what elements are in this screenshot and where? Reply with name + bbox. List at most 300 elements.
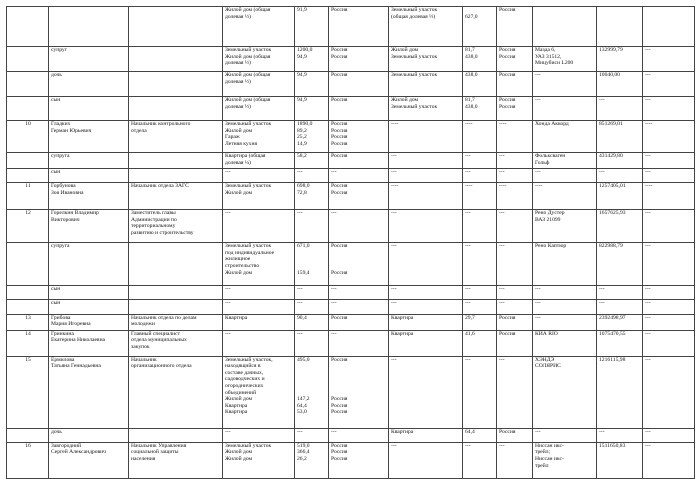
- cell-line: территориальному: [131, 223, 176, 230]
- owned-country-cell: [329, 300, 389, 314]
- deals-cell: [643, 330, 695, 356]
- cell-line: [9, 128, 47, 135]
- row-number-cell: [7, 47, 49, 72]
- used-property-type-cell: [389, 314, 463, 330]
- cell-line: Россия: [331, 121, 348, 127]
- income-cell: [597, 72, 643, 97]
- cell-line: [9, 54, 47, 61]
- name-cell: [49, 330, 129, 356]
- cell-line: Россия: [499, 72, 516, 78]
- cell-line: 159,4: [297, 269, 310, 276]
- name-cell: [49, 210, 129, 243]
- cell-line: ---: [645, 286, 651, 293]
- cell-line: СОЛЯРИС: [535, 363, 561, 370]
- owned-area-cell: [295, 183, 329, 210]
- cell-line: трейл;: [535, 449, 551, 456]
- cell-line: [465, 7, 495, 14]
- used-area-cell: [463, 210, 497, 243]
- cell-line: ---: [499, 442, 505, 449]
- cell-line: Жилой дом (общая: [225, 97, 271, 103]
- position-cell: [129, 72, 223, 97]
- cell-line: ----: [645, 183, 653, 190]
- cell-line: Россия: [499, 428, 516, 435]
- cell-line: [331, 383, 387, 390]
- cell-line: 90,4: [297, 314, 307, 321]
- cell-line: Горбунова: [51, 183, 76, 190]
- cell-line: Россия: [499, 47, 516, 53]
- position-cell: [129, 121, 223, 153]
- cell-line: строительство: [225, 262, 260, 269]
- cell-line: [9, 160, 47, 167]
- cell-line: супруг: [51, 47, 68, 53]
- cell-line: Квартира: [391, 428, 414, 435]
- owned-country-cell: [329, 7, 389, 47]
- vehicles-cell: [533, 442, 597, 478]
- owned-country-cell: [329, 286, 389, 300]
- cell-line: Земельный участок: [391, 53, 438, 60]
- cell-line: ---: [465, 243, 471, 250]
- vehicles-cell: [533, 97, 597, 121]
- row-number-cell: [7, 72, 49, 97]
- cell-line: 94,9: [297, 97, 307, 103]
- cell-line: 29,7: [465, 314, 475, 321]
- deals-cell: [643, 121, 695, 153]
- name-cell: [49, 428, 129, 442]
- cell-line: ---: [499, 210, 505, 217]
- cell-line: (общая долевая ½): [391, 13, 436, 20]
- name-cell: [49, 243, 129, 286]
- cell-line: Татьяна Геннадьевна: [51, 363, 101, 370]
- cell-line: Рено Каптюр: [535, 243, 567, 250]
- cell-line: ----: [391, 183, 399, 190]
- cell-line: Россия: [331, 455, 348, 462]
- table-row: [7, 97, 695, 121]
- owned-area-cell: [295, 300, 329, 314]
- cell-line: Россия: [331, 356, 348, 363]
- row-number-cell: [7, 153, 49, 169]
- used-country-cell: [497, 356, 533, 428]
- row-number-cell: [7, 121, 49, 153]
- cell-line: ---: [331, 428, 337, 435]
- owned-property-type-cell: [223, 121, 295, 153]
- cell-line: Хонда Аккорд: [535, 121, 569, 127]
- name-cell: [49, 7, 129, 47]
- cell-line: Земельный участок: [225, 243, 272, 250]
- cell-line: супруга: [51, 153, 70, 159]
- cell-line: [9, 243, 47, 250]
- vehicles-cell: [533, 169, 597, 183]
- cell-line: населения: [131, 455, 156, 462]
- used-area-cell: [463, 153, 497, 169]
- cell-line: ---: [465, 210, 471, 217]
- income-cell: [597, 153, 643, 169]
- deals-cell: [643, 72, 695, 97]
- cell-line: ---: [465, 286, 471, 293]
- cell-line: Россия: [331, 7, 348, 13]
- position-cell: [129, 183, 223, 210]
- cell-line: ---: [297, 286, 303, 293]
- cell-line: Викторович: [51, 216, 80, 223]
- cell-line: 72,8: [297, 189, 307, 196]
- cell-line: Россия: [331, 53, 348, 60]
- vehicles-cell: [533, 153, 597, 169]
- cell-line: ---: [297, 210, 303, 217]
- cell-line: Земельный участок: [391, 72, 438, 78]
- vehicles-cell: [533, 210, 597, 243]
- name-cell: [49, 72, 129, 97]
- cell-line: 15: [25, 356, 31, 363]
- cell-line: долевая ½): [225, 60, 251, 67]
- table-row: [7, 7, 695, 47]
- cell-line: Мария Игоревна: [51, 321, 91, 328]
- used-property-type-cell: [389, 97, 463, 121]
- cell-line: Герман Юрьевич: [51, 127, 92, 134]
- owned-property-type-cell: [223, 330, 295, 356]
- row-number-cell: [7, 183, 49, 210]
- document-page: [6, 6, 694, 469]
- owned-property-type-cell: [223, 169, 295, 183]
- cell-line: Гараж: [225, 134, 240, 141]
- cell-line: ----: [465, 121, 473, 127]
- cell-line: ----: [391, 121, 399, 127]
- owned-area-cell: [295, 356, 329, 428]
- cell-line: 25,2: [297, 134, 307, 141]
- cell-line: Летняя кухня: [225, 140, 258, 147]
- vehicles-cell: [533, 183, 597, 210]
- position-cell: [129, 286, 223, 300]
- used-area-cell: [463, 330, 497, 356]
- used-country-cell: [497, 442, 533, 478]
- cell-line: [297, 390, 327, 397]
- used-country-cell: [497, 153, 533, 169]
- cell-line: Начальник отдела по делам: [131, 314, 197, 321]
- cell-line: [297, 370, 327, 377]
- cell-line: Россия: [331, 183, 348, 190]
- used-area-cell: [463, 183, 497, 210]
- cell-line: ---: [331, 330, 337, 337]
- owned-property-type-cell: [223, 428, 295, 442]
- cell-line: ---: [465, 169, 471, 175]
- used-property-type-cell: [389, 300, 463, 314]
- vehicles-cell: [533, 330, 597, 356]
- cell-line: КИА RIO: [535, 330, 558, 337]
- cell-line: трейл: [535, 462, 549, 469]
- used-country-cell: [497, 47, 533, 72]
- cell-line: 1257405,01: [599, 183, 626, 190]
- position-cell: [129, 7, 223, 47]
- cell-line: закупок: [131, 343, 150, 350]
- cell-line: 1216115,98: [599, 356, 626, 363]
- cell-line: ---: [645, 330, 651, 337]
- row-number-cell: [7, 356, 49, 428]
- cell-line: Главный специалист: [131, 330, 181, 337]
- cell-line: [9, 104, 47, 111]
- cell-line: [9, 169, 47, 176]
- cell-line: Жилой дом: [391, 97, 419, 103]
- deals-cell: [643, 210, 695, 243]
- owned-area-cell: [295, 72, 329, 97]
- cell-line: Россия: [331, 449, 348, 456]
- cell-line: 1075470,55: [599, 330, 626, 337]
- position-cell: [129, 169, 223, 183]
- used-country-cell: [497, 169, 533, 183]
- position-cell: [129, 314, 223, 330]
- used-area-cell: [463, 47, 497, 72]
- name-cell: [49, 356, 129, 428]
- cell-line: объединений: [225, 389, 257, 396]
- cell-line: 495,0: [297, 356, 310, 363]
- cell-line: 822988,79: [599, 243, 623, 250]
- cell-line: ---: [465, 356, 471, 363]
- owned-property-type-cell: [223, 314, 295, 330]
- cell-line: 11: [25, 183, 31, 190]
- cell-line: Земельный участок,: [225, 356, 273, 363]
- used-area-cell: [463, 169, 497, 183]
- cell-line: ---: [599, 428, 605, 435]
- name-cell: [49, 121, 129, 153]
- cell-line: 16: [25, 442, 31, 449]
- cell-line: ----: [499, 183, 507, 190]
- used-area-cell: [463, 428, 497, 442]
- vehicles-cell: [533, 314, 597, 330]
- vehicles-cell: [533, 72, 597, 97]
- income-cell: [597, 121, 643, 153]
- cell-line: находящийся в: [225, 363, 261, 370]
- name-cell: [49, 169, 129, 183]
- cell-line: 851269,01: [599, 121, 623, 127]
- owned-property-type-cell: [223, 7, 295, 47]
- cell-line: 13: [25, 314, 31, 321]
- owned-property-type-cell: [223, 243, 295, 286]
- cell-line: [9, 72, 47, 79]
- used-area-cell: [463, 243, 497, 286]
- owned-area-cell: [295, 121, 329, 153]
- cell-line: Сергей Александрович: [51, 449, 106, 456]
- owned-property-type-cell: [223, 72, 295, 97]
- cell-line: Земельный участок: [225, 442, 272, 449]
- row-number-cell: [7, 330, 49, 356]
- used-country-cell: [497, 97, 533, 121]
- cell-line: 147,2: [297, 396, 310, 403]
- vehicles-cell: [533, 47, 597, 72]
- cell-line: ---: [465, 442, 471, 449]
- cell-line: сын: [51, 169, 61, 175]
- cell-line: Рено Дустер: [535, 210, 565, 217]
- deals-cell: [643, 47, 695, 72]
- position-cell: [129, 210, 223, 243]
- cell-line: ---: [499, 153, 505, 159]
- owned-property-type-cell: [223, 442, 295, 478]
- cell-line: 89,2: [297, 127, 307, 134]
- cell-line: долевая ½): [225, 78, 251, 85]
- position-cell: [129, 153, 223, 169]
- cell-line: ---: [391, 243, 397, 250]
- cell-line: ---: [391, 153, 397, 159]
- vehicles-cell: [533, 121, 597, 153]
- cell-line: Администрации по: [131, 216, 177, 223]
- cell-line: развитию и строительству: [131, 229, 194, 236]
- owned-property-type-cell: [223, 153, 295, 169]
- table-row: [7, 153, 695, 169]
- cell-line: Жилой дом: [225, 269, 253, 276]
- cell-line: ---: [535, 286, 541, 293]
- row-number-cell: [7, 428, 49, 442]
- used-country-cell: [497, 314, 533, 330]
- income-cell: [597, 183, 643, 210]
- cell-line: ---: [331, 286, 337, 293]
- cell-line: Гладких: [51, 121, 71, 127]
- row-number-cell: [7, 243, 49, 286]
- cell-line: 94,9: [297, 53, 307, 60]
- cell-line: [9, 286, 47, 293]
- cell-line: Заместитель главы: [131, 210, 176, 217]
- cell-line: Россия: [331, 140, 348, 147]
- row-number-cell: [7, 7, 49, 47]
- cell-line: огороднических: [225, 382, 264, 389]
- cell-line: Фольксваген: [535, 153, 566, 159]
- cell-line: [9, 435, 47, 442]
- name-cell: [49, 183, 129, 210]
- used-property-type-cell: [389, 286, 463, 300]
- owned-country-cell: [329, 183, 389, 210]
- table-row: [7, 314, 695, 330]
- owned-area-cell: [295, 153, 329, 169]
- cell-line: Земельный участок: [391, 103, 438, 110]
- cell-line: Квартира: [225, 402, 248, 409]
- cell-line: ---: [645, 169, 651, 175]
- cell-line: организационного отдела: [131, 363, 192, 370]
- used-property-type-cell: [389, 330, 463, 356]
- cell-line: Зоя Ивановна: [51, 189, 84, 196]
- cell-line: составе дачных,: [225, 369, 264, 376]
- cell-line: ---: [391, 286, 397, 293]
- cell-line: 64,4: [465, 428, 475, 435]
- cell-line: Россия: [331, 72, 348, 78]
- cell-line: Квартира: [391, 330, 414, 337]
- cell-line: [331, 376, 387, 383]
- cell-line: [9, 429, 47, 436]
- row-number-cell: [7, 286, 49, 300]
- cell-line: 1657625,93: [599, 210, 626, 217]
- cell-line: ---: [645, 428, 651, 435]
- cell-line: [297, 263, 327, 270]
- cell-line: Ниссан икс-: [535, 455, 564, 462]
- cell-line: [9, 153, 47, 160]
- cell-line: [331, 370, 387, 377]
- cell-line: 10: [25, 121, 31, 127]
- income-cell: [597, 314, 643, 330]
- vehicles-cell: [533, 428, 597, 442]
- deals-cell: [643, 442, 695, 478]
- deals-cell: [643, 97, 695, 121]
- cell-line: ----: [499, 121, 507, 127]
- cell-line: [331, 256, 387, 263]
- deals-cell: [643, 7, 695, 47]
- cell-line: Горелкин Владимир: [51, 210, 99, 217]
- cell-line: Квартира (общая: [225, 153, 266, 159]
- cell-line: сын: [51, 286, 61, 293]
- cell-line: ---: [391, 169, 397, 175]
- income-cell: [597, 7, 643, 47]
- cell-line: сын: [51, 300, 61, 307]
- cell-line: 132999,79: [599, 47, 623, 53]
- cell-line: ---: [645, 47, 651, 53]
- vehicles-cell: [533, 356, 597, 428]
- cell-line: 1890,0: [297, 121, 313, 127]
- cell-line: [331, 250, 387, 257]
- cell-line: Россия: [331, 442, 348, 449]
- cell-line: ---: [645, 72, 651, 78]
- cell-line: долевая ½): [225, 13, 251, 20]
- cell-line: Завгородний: [51, 442, 82, 449]
- cell-line: ---: [645, 243, 651, 250]
- cell-line: [331, 263, 387, 270]
- owned-country-cell: [329, 121, 389, 153]
- cell-line: 26,2: [297, 455, 307, 462]
- cell-line: Жилой дом: [225, 396, 253, 403]
- cell-line: ---: [645, 356, 651, 363]
- cell-line: Гринкина: [51, 330, 74, 337]
- cell-line: 81,7: [465, 97, 475, 103]
- cell-line: 519,0: [297, 442, 310, 449]
- cell-line: [9, 190, 47, 197]
- owned-area-cell: [295, 47, 329, 72]
- income-cell: [597, 428, 643, 442]
- row-number-cell: [7, 169, 49, 183]
- cell-line: [9, 7, 47, 14]
- cell-line: 81,7: [465, 47, 475, 53]
- owned-country-cell: [329, 356, 389, 428]
- used-property-type-cell: [389, 47, 463, 72]
- cell-line: [9, 217, 47, 224]
- cell-line: Россия: [331, 243, 348, 250]
- cell-line: 438,0: [465, 53, 478, 60]
- cell-line: ---: [499, 286, 505, 293]
- owned-area-cell: [295, 243, 329, 286]
- cell-line: молодежи: [131, 321, 155, 328]
- owned-country-cell: [329, 153, 389, 169]
- income-cell: [597, 442, 643, 478]
- cell-line: дочь: [51, 428, 62, 435]
- position-cell: [129, 243, 223, 286]
- cell-line: Россия: [331, 97, 348, 103]
- used-country-cell: [497, 121, 533, 153]
- table-row: [7, 286, 695, 300]
- cell-line: ---: [297, 428, 303, 435]
- cell-line: [9, 321, 47, 328]
- cell-line: [331, 363, 387, 370]
- used-property-type-cell: [389, 72, 463, 97]
- income-cell: [597, 169, 643, 183]
- cell-line: ---: [391, 442, 397, 449]
- owned-area-cell: [295, 428, 329, 442]
- cell-line: ВАЗ 21099: [535, 216, 561, 223]
- name-cell: [49, 442, 129, 478]
- cell-line: Жилой дом: [225, 189, 253, 196]
- owned-area-cell: [295, 169, 329, 183]
- cell-line: ---: [645, 300, 651, 307]
- cell-line: ----: [535, 183, 543, 190]
- cell-line: ---: [535, 314, 541, 321]
- cell-line: Россия: [331, 396, 348, 403]
- vehicles-cell: [533, 243, 597, 286]
- owned-property-type-cell: [223, 47, 295, 72]
- used-country-cell: [497, 243, 533, 286]
- cell-line: ---: [645, 314, 651, 321]
- cell-line: ---: [225, 286, 231, 293]
- used-property-type-cell: [389, 210, 463, 243]
- cell-line: Россия: [331, 314, 348, 321]
